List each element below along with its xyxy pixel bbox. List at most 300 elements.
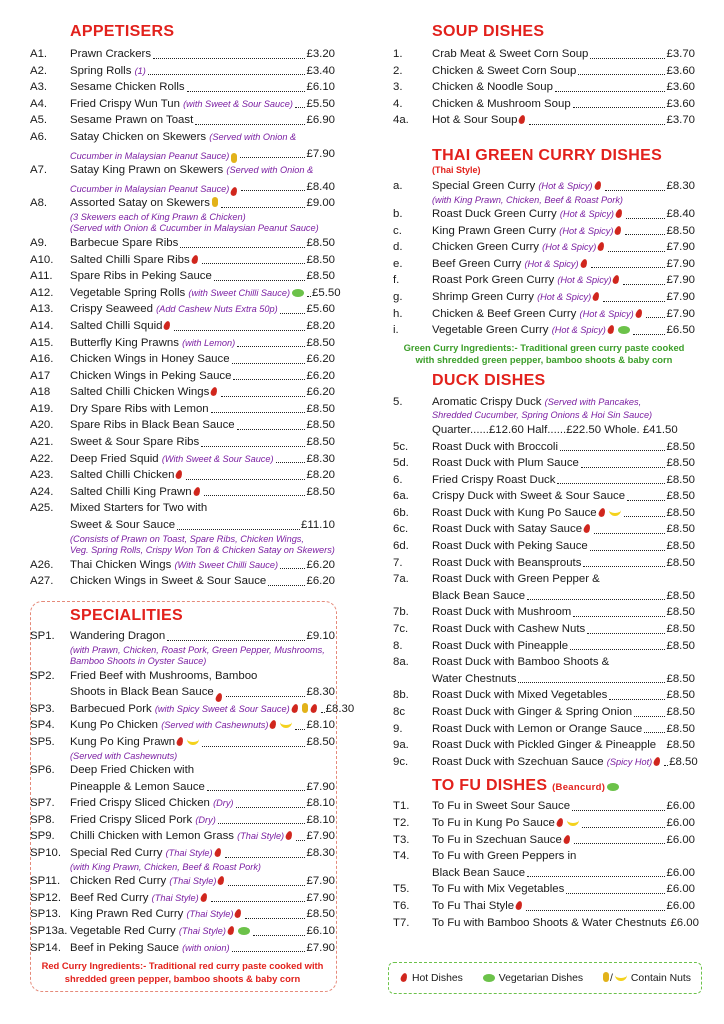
chilli-icon xyxy=(190,254,198,264)
item-subnote: Veg. Spring Rolls, Crispy Won Ton & Chicken Satay on Skewers) xyxy=(70,545,335,556)
item-note: (Thai Style) xyxy=(165,848,213,859)
item-code: 7. xyxy=(393,556,403,569)
vegetarian-icon xyxy=(238,927,250,935)
item-name: King Prawn Red Curry xyxy=(70,908,184,921)
leader-dots xyxy=(153,58,305,59)
menu-item xyxy=(30,890,335,907)
menu-item xyxy=(393,79,695,96)
item-name: Chicken & Beef Green Curry xyxy=(432,307,577,320)
item-price: £7.90 xyxy=(306,830,335,843)
item-code: A21. xyxy=(30,436,54,449)
item-name: Hot & Sour Soup xyxy=(432,114,518,127)
leader-dots xyxy=(581,467,666,468)
item-name: Sesame Chicken Rolls xyxy=(70,81,185,94)
item-price: £8.50 xyxy=(306,436,335,449)
item-name: Kung Po Chicken xyxy=(70,719,159,732)
item-code: SP4. xyxy=(30,719,55,732)
item-note: (Dry) xyxy=(195,814,216,825)
leader-dots xyxy=(570,649,665,650)
item-note: (With Sweet & Sour Sauce) xyxy=(161,453,274,464)
item-code: SP1. xyxy=(30,630,55,642)
leader-dots xyxy=(236,807,306,808)
item-name: Salted Chilli Chicken Wings xyxy=(70,386,210,399)
item-name: Thai Chicken Wings xyxy=(70,558,172,571)
chilli-icon xyxy=(615,208,623,218)
menu-item xyxy=(30,417,335,434)
item-name: Mixed Starters for Two with xyxy=(70,502,208,515)
item-name: Vegetable Green Curry xyxy=(432,324,549,337)
item-name: Roast Duck with Satay Sauce xyxy=(432,523,583,536)
leader-dots xyxy=(241,190,305,191)
item-note: (with Lemon) xyxy=(182,337,236,348)
item-price: £8.40 xyxy=(306,180,335,193)
item-price: £8.20 xyxy=(306,469,335,482)
item-name: Aromatic Crispy Duck xyxy=(432,395,542,408)
green-curry-heading: THAI GREEN CURRY DISHES xyxy=(432,146,663,164)
item-name: Crispy Duck with Sweet & Sour Sauce xyxy=(432,490,626,503)
duck-list xyxy=(393,439,698,771)
item-price: £6.00 xyxy=(670,916,699,929)
item-name: To Fu Thai Style xyxy=(432,899,515,912)
item-name: Roast Duck Green Curry xyxy=(432,208,557,221)
menu-item xyxy=(30,873,335,890)
item-name: Prawn Crackers xyxy=(70,48,152,60)
item-name: Sesame Prawn on Toast xyxy=(70,114,194,127)
item-note: (Hot & Spicy) xyxy=(559,225,614,236)
leader-dots xyxy=(633,334,666,335)
item-name: Chicken & Noodle Soup xyxy=(432,81,553,94)
item-code: SP13a. xyxy=(30,924,68,937)
item-name: Chicken Wings in Sweet & Sour Sauce xyxy=(70,575,267,588)
item-price: £7.90 xyxy=(666,291,695,304)
menu-item xyxy=(30,335,335,352)
item-code: 7b. xyxy=(393,606,409,619)
menu-item xyxy=(30,762,335,795)
menu-item xyxy=(30,923,335,940)
menu-item xyxy=(30,628,335,668)
item-code: d. xyxy=(393,241,403,254)
item-note: (Served with Pancakes, xyxy=(544,396,642,407)
item-price: £6.00 xyxy=(666,833,695,846)
item-code: A1. xyxy=(30,48,48,60)
menu-item xyxy=(30,96,335,113)
item-price: £6.90 xyxy=(306,114,335,127)
item-price: £8.30 xyxy=(325,702,355,715)
appetisers-list xyxy=(30,46,341,590)
menu-item xyxy=(30,112,335,129)
item-subnote: (with King Prawn, Chicken, Beef & Roast Pork) xyxy=(70,861,261,872)
item-name: Sweet & Sour Spare Ribs xyxy=(70,436,200,449)
chilli-icon xyxy=(176,736,184,746)
item-code: A24. xyxy=(30,485,54,498)
item-note: (Hot & Spicy) xyxy=(537,292,592,303)
menu-item xyxy=(393,687,695,704)
menu-item xyxy=(30,235,335,252)
item-name: Roast Duck with Mushroom xyxy=(432,606,572,619)
menu-item xyxy=(30,46,335,63)
item-code: SP9. xyxy=(30,830,55,843)
leader-dots xyxy=(295,107,306,108)
menu-item xyxy=(30,500,335,556)
menu-item xyxy=(393,571,695,604)
item-note: (Thai Style) xyxy=(169,876,217,887)
item-note: (Thai Style) xyxy=(151,892,199,903)
item-price: £8.50 xyxy=(306,735,335,748)
item-code: 9a. xyxy=(393,739,409,752)
cashew-icon xyxy=(567,820,579,826)
item-note: (with Sweet Chilli Sauce) xyxy=(188,287,291,298)
menu-item xyxy=(393,46,695,63)
item-name: Beef in Peking Sauce xyxy=(70,941,179,954)
item-price: £7.90 xyxy=(306,147,335,160)
item-code: SP3. xyxy=(30,702,55,715)
item-name: Salted Chilli Chicken xyxy=(70,469,175,482)
item-price: £8.50 xyxy=(306,236,335,249)
item-name: King Prawn Green Curry xyxy=(432,224,557,237)
item-name: Spare Ribs in Peking Sauce xyxy=(70,270,212,283)
item-price: £3.60 xyxy=(666,81,695,94)
item-name-line2: Sweet & Sour Sauce xyxy=(70,519,176,532)
item-name: To Fu in Szechuan Sauce xyxy=(432,833,562,846)
item-name-line2: Black Bean Sauce xyxy=(432,866,526,879)
item-code: 5c. xyxy=(393,440,409,453)
item-note: (Hot & Spicy) xyxy=(551,325,606,336)
item-subnote: (Consists of Prawn on Toast, Spare Ribs, Chicken Wings, xyxy=(70,533,304,544)
item-code: c. xyxy=(393,224,402,237)
tofu-heading-text: TO FU DISHES xyxy=(432,777,548,795)
item-price: £7.90 xyxy=(666,307,695,320)
menu-item xyxy=(393,439,695,456)
item-price: £8.40 xyxy=(666,208,695,221)
item-note: (Served with Cashewnuts) xyxy=(161,720,269,731)
item-price: £8.30 xyxy=(306,686,335,699)
item-code: a. xyxy=(393,179,403,192)
menu-item xyxy=(393,488,695,505)
item-name-line2: Shoots in Black Bean Sauce xyxy=(70,686,214,699)
chilli-icon xyxy=(634,308,642,318)
chilli-icon xyxy=(614,225,622,235)
item-code: T3. xyxy=(393,833,410,846)
item-name: Roast Duck with Pickled Ginger & Pineapple xyxy=(432,739,657,752)
item-name: Roast Pork Green Curry xyxy=(432,274,555,287)
item-name: Assorted Satay on Skewers xyxy=(70,197,210,210)
appetisers-heading: APPETISERS xyxy=(70,23,175,40)
chilli-icon xyxy=(612,275,620,285)
menu-item xyxy=(393,96,695,113)
item-price: £6.10 xyxy=(306,924,335,937)
item-name: Roast Duck with Cashew Nuts xyxy=(432,623,586,636)
chilli-icon xyxy=(579,258,587,268)
item-subnote: (Served with Cashewnuts) xyxy=(70,750,178,761)
item-note: (Thai Style) xyxy=(237,831,285,842)
item-code: A2. xyxy=(30,64,48,77)
leader-dots xyxy=(201,446,305,447)
item-code: A10. xyxy=(30,253,54,266)
item-code: T1. xyxy=(393,800,410,813)
chilli-icon xyxy=(592,291,600,301)
item-code: SP7. xyxy=(30,797,55,810)
chilli-icon xyxy=(269,720,277,730)
item-price: £8.50 xyxy=(666,589,695,602)
chilli-icon xyxy=(583,524,591,534)
menu-item xyxy=(393,754,698,771)
item-code: A17 xyxy=(30,369,51,382)
item-price: £3.70 xyxy=(666,48,695,60)
menu-item xyxy=(30,401,335,418)
item-name: Kung Po King Prawn xyxy=(70,735,176,748)
item-price: £8.50 xyxy=(666,490,695,503)
item-price: £8.50 xyxy=(669,755,698,768)
item-price: £8.30 xyxy=(306,452,335,465)
legend-nuts-separator: / xyxy=(610,973,613,984)
chilli-icon xyxy=(607,325,615,335)
item-name: Fried Crispy Sliced Pork xyxy=(70,813,193,826)
item-code: A19. xyxy=(30,402,54,415)
item-price: £3.20 xyxy=(306,48,335,60)
leader-dots xyxy=(280,313,306,314)
item-code: 8c xyxy=(393,706,406,718)
item-price: £8.20 xyxy=(306,319,335,332)
leader-dots xyxy=(627,500,665,501)
item-name: Deep Fried Squid xyxy=(70,452,159,465)
menu-item xyxy=(30,795,335,812)
item-note: (Hot & Spicy) xyxy=(538,180,593,191)
item-price: £6.50 xyxy=(666,324,695,337)
item-price: £3.40 xyxy=(306,64,335,77)
menu-item xyxy=(30,557,335,574)
item-code: 3. xyxy=(393,81,403,94)
chilli-icon xyxy=(163,320,171,330)
item-code: A12. xyxy=(30,286,54,299)
item-code: e. xyxy=(393,257,403,270)
item-name: Vegetable Red Curry xyxy=(70,924,176,937)
menu-item xyxy=(393,322,695,339)
item-name: To Fu in Kung Po Sauce xyxy=(432,816,555,829)
item-name: Satay Chicken on Skewers xyxy=(70,130,207,143)
menu-item xyxy=(393,505,695,522)
leader-dots xyxy=(218,823,306,824)
item-code: 5d. xyxy=(393,457,409,470)
peanut-icon xyxy=(302,703,308,713)
item-code: 9. xyxy=(393,722,403,735)
leader-dots xyxy=(207,790,306,791)
leader-dots xyxy=(221,396,305,397)
item-code: 6b. xyxy=(393,506,409,519)
item-price: £5.50 xyxy=(306,97,335,110)
menu-item xyxy=(393,178,695,206)
menu-item xyxy=(30,451,335,468)
leader-dots xyxy=(646,317,666,318)
item-price: £8.50 xyxy=(666,722,695,735)
chilli-icon xyxy=(227,925,235,935)
item-subnote: (with Prawn, Chicken, Roast Pork, Green Pepper, Mushrooms, xyxy=(70,644,325,655)
item-price: £8.50 xyxy=(666,440,695,453)
item-note: (Hot & Spicy) xyxy=(542,242,597,253)
item-code: T7. xyxy=(393,916,410,929)
leader-dots xyxy=(221,207,306,208)
menu-item xyxy=(393,63,695,80)
leader-dots xyxy=(180,247,305,248)
legend xyxy=(388,962,702,994)
legend-nuts-label: Contain Nuts xyxy=(630,973,691,984)
item-code: SP6. xyxy=(30,764,55,777)
item-name-line2: Pineapple & Lemon Sauce xyxy=(70,780,205,793)
chilli-icon xyxy=(653,756,661,766)
leader-dots xyxy=(644,732,665,733)
leader-dots xyxy=(148,74,306,75)
item-name: Special Green Curry xyxy=(432,179,536,192)
vegetarian-icon xyxy=(618,326,630,334)
chilli-icon xyxy=(213,847,221,857)
leader-dots xyxy=(268,585,305,586)
menu-item xyxy=(30,467,335,484)
right-column xyxy=(393,22,699,931)
leader-dots xyxy=(186,479,305,480)
leader-dots xyxy=(526,910,665,911)
tofu-list xyxy=(393,798,699,931)
item-code: A9. xyxy=(30,236,48,249)
leader-dots xyxy=(232,951,306,952)
menu-item xyxy=(30,717,335,734)
item-name: Beef Green Curry xyxy=(432,257,522,270)
leader-dots xyxy=(228,885,305,886)
leader-dots xyxy=(591,267,666,268)
menu-item xyxy=(393,604,695,621)
item-price: £8.50 xyxy=(666,706,695,718)
item-price: £6.20 xyxy=(306,353,335,366)
cashew-icon xyxy=(609,510,621,516)
item-price: £8.50 xyxy=(666,556,695,569)
item-price: £8.50 xyxy=(666,672,695,685)
item-code: A16. xyxy=(30,353,54,366)
menu-item xyxy=(393,206,695,223)
item-name: To Fu with Green Peppers in xyxy=(432,850,577,863)
menu-item xyxy=(393,915,699,932)
item-price: £6.00 xyxy=(666,866,695,879)
item-subnote: Cucumber in Malaysian Peanut Sauce) xyxy=(70,183,230,194)
aromatic-duck-prices: Quarter......£12.60 Half......£22.50 Whole. £41.50 xyxy=(432,423,678,436)
item-price: £8.30 xyxy=(666,179,695,192)
chilli-icon xyxy=(285,831,293,841)
leader-dots xyxy=(253,935,306,936)
item-note: (Hot & Spicy) xyxy=(579,308,634,319)
item-name: Roast Duck with Bamboo Shoots & xyxy=(432,656,610,669)
menu-item xyxy=(30,285,341,302)
menu-item xyxy=(30,484,335,501)
menu-item xyxy=(393,638,695,655)
leader-dots xyxy=(572,810,665,811)
leader-dots xyxy=(232,363,306,364)
item-code: 1. xyxy=(393,48,403,60)
item-price: £8.50 xyxy=(306,253,335,266)
menu-item xyxy=(30,906,335,923)
leader-dots xyxy=(590,550,666,551)
leader-dots xyxy=(187,91,306,92)
item-name: Deep Fried Chicken with xyxy=(70,764,195,777)
leader-dots xyxy=(573,107,666,108)
item-price: £6.20 xyxy=(306,386,335,399)
menu-item xyxy=(30,252,335,269)
leader-dots xyxy=(167,640,305,641)
tofu-heading xyxy=(432,776,695,796)
item-code: A25. xyxy=(30,502,54,515)
specialities-heading: SPECIALITIES xyxy=(70,607,183,624)
vegetarian-icon xyxy=(292,289,304,297)
item-name: Roast Duck with Peking Sauce xyxy=(432,540,588,553)
item-price: £3.60 xyxy=(666,64,695,77)
leader-dots xyxy=(587,633,665,634)
item-name: Chicken Red Curry xyxy=(70,875,167,888)
leader-dots xyxy=(605,190,666,191)
menu-item xyxy=(30,734,335,762)
item-subnote: (3 Skewers each of King Prawn & Chicken) xyxy=(70,211,246,222)
item-price: £5.60 xyxy=(306,303,335,316)
chilli-icon xyxy=(234,909,242,919)
leader-dots xyxy=(574,843,666,844)
item-price: £8.50 xyxy=(306,270,335,283)
item-code: SP5. xyxy=(30,735,55,748)
leader-dots xyxy=(578,74,665,75)
menu-item xyxy=(393,848,695,881)
item-price: £8.50 xyxy=(666,473,695,486)
item-price: £8.50 xyxy=(666,506,695,519)
item-name: Salted Chilli Spare Ribs xyxy=(70,253,190,266)
leader-dots xyxy=(634,716,665,717)
menu-item xyxy=(30,812,335,829)
menu-item xyxy=(393,256,695,273)
cashew-icon xyxy=(615,975,627,981)
item-name: Barbecued Pork xyxy=(70,702,152,715)
menu-item xyxy=(30,268,335,285)
item-code: g. xyxy=(393,291,403,304)
menu-item xyxy=(393,798,695,815)
item-name: Chicken Green Curry xyxy=(432,241,539,254)
soup-heading: SOUP DISHES xyxy=(432,23,545,40)
duck-heading: DUCK DISHES xyxy=(432,371,546,389)
item-note: (Served with Onion & xyxy=(209,131,297,142)
leader-dots xyxy=(623,284,665,285)
leader-dots xyxy=(527,599,665,600)
leader-dots xyxy=(527,876,665,877)
chilli-icon xyxy=(515,900,523,910)
item-price: £8.50 xyxy=(306,402,335,415)
item-code: 5. xyxy=(393,395,403,408)
item-subnote: Shredded Cucumber, Spring Onions & Hoi Sin Sauce) xyxy=(432,410,653,421)
item-price: £8.50 xyxy=(666,623,695,636)
item-price: £8.50 xyxy=(306,419,335,432)
menu-item xyxy=(30,828,335,845)
item-name: Fried Crispy Roast Duck xyxy=(432,473,556,486)
item-price: £6.00 xyxy=(666,816,695,829)
leader-dots xyxy=(202,263,306,264)
item-price: £7.90 xyxy=(306,891,335,904)
item-code: SP8. xyxy=(30,813,55,826)
menu-item xyxy=(393,538,695,555)
menu-item xyxy=(30,351,335,368)
leader-dots xyxy=(226,696,306,697)
item-name-line2: Black Bean Sauce xyxy=(432,589,526,602)
item-name: Butterfly King Prawns xyxy=(70,336,179,349)
leader-dots xyxy=(240,157,305,158)
item-code: b. xyxy=(393,208,403,221)
leader-dots xyxy=(321,712,325,713)
leader-dots xyxy=(555,91,666,92)
item-price: £3.70 xyxy=(666,114,695,127)
item-name: Spring Rolls xyxy=(70,64,132,77)
item-note: (Thai Style) xyxy=(186,909,234,920)
leader-dots xyxy=(529,124,665,125)
menu-item xyxy=(30,318,335,335)
